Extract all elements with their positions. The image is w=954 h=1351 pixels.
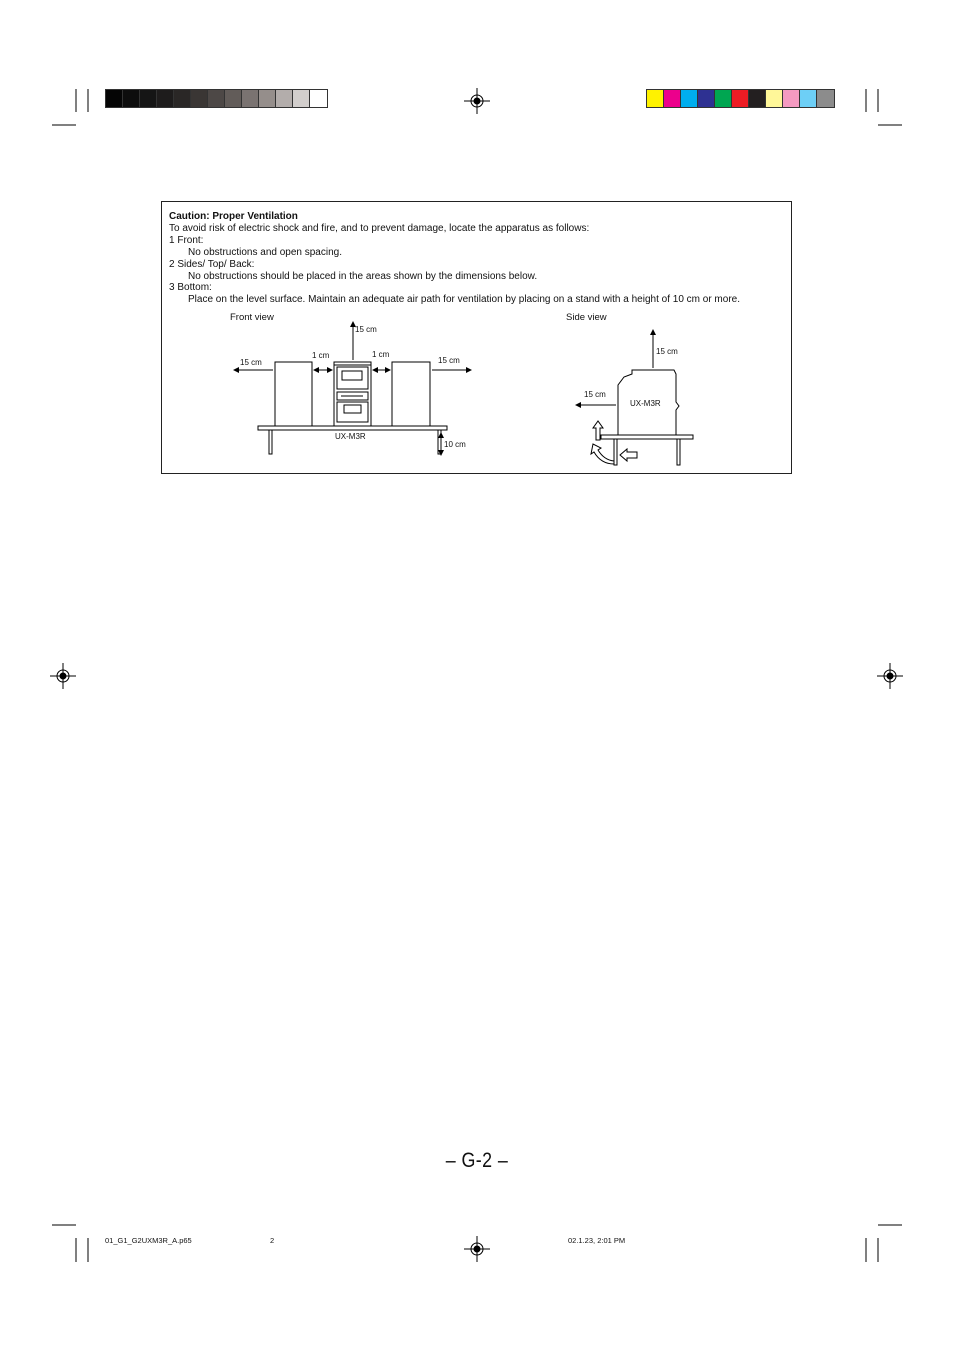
front-top-dim: 15 cm <box>355 325 377 334</box>
item-bottom-heading: 3 Bottom: <box>169 282 212 294</box>
front-right-gap-dim: 1 cm <box>372 350 390 359</box>
color-swatch-5 <box>715 90 732 107</box>
side-view-label: Side view <box>566 312 607 323</box>
color-swatch-3 <box>681 90 698 107</box>
footer-timestamp: 02.1.23, 2:01 PM <box>568 1236 626 1245</box>
footer-file-name: 01_G1_G2UXM3R_A.p65 <box>105 1236 192 1245</box>
ventilation-diagram <box>162 202 793 475</box>
side-top-dim: 15 cm <box>656 347 678 356</box>
side-back-dim: 15 cm <box>584 390 606 399</box>
registration-target-right <box>877 663 903 689</box>
airflow-left-arrow <box>620 449 637 461</box>
gray-swatch-11 <box>276 90 293 107</box>
color-swatch-4 <box>698 90 715 107</box>
front-right-dim: 15 cm <box>438 356 460 365</box>
gray-swatch-13 <box>310 90 327 107</box>
front-stand-leg-left <box>269 430 272 454</box>
registration-target-top <box>464 88 490 114</box>
registration-target-bottom <box>464 1236 490 1262</box>
color-swatch-7 <box>749 90 766 107</box>
grayscale-calibration-bar <box>105 89 328 108</box>
caution-intro: To avoid risk of electric shock and fire, and to prevent damage, locate the apparatus as follows: <box>169 222 590 234</box>
front-model-label: UX-M3R <box>335 432 366 441</box>
color-swatch-11 <box>817 90 834 107</box>
front-bottom-dim: 10 cm <box>444 440 466 449</box>
gray-swatch-10 <box>259 90 276 107</box>
front-left-gap-dim: 1 cm <box>312 351 330 360</box>
gray-swatch-7 <box>208 90 225 107</box>
side-stand-leg-right <box>677 439 680 465</box>
color-swatch-6 <box>732 90 749 107</box>
front-left-dim: 15 cm <box>240 358 262 367</box>
color-swatch-2 <box>664 90 681 107</box>
color-swatch-10 <box>800 90 817 107</box>
side-stand-top <box>601 435 693 439</box>
color-swatch-1 <box>647 90 664 107</box>
page-number: – G-2 – <box>445 1149 509 1172</box>
gray-swatch-8 <box>225 90 242 107</box>
caution-title: Caution: Proper Ventilation <box>169 211 298 222</box>
gray-swatch-3 <box>140 90 157 107</box>
side-model-label: UX-M3R <box>630 399 661 408</box>
gray-swatch-4 <box>157 90 174 107</box>
gray-swatch-9 <box>242 90 259 107</box>
gray-swatch-12 <box>293 90 310 107</box>
color-calibration-bar <box>646 89 835 108</box>
item-bottom-detail: Place on the level surface. Maintain an adequate air path for ventilation by placing on a stand with a height of 10 cm or more. <box>188 294 740 306</box>
front-speaker-left <box>275 362 312 426</box>
color-swatch-8 <box>766 90 783 107</box>
gray-swatch-5 <box>174 90 191 107</box>
item-front-detail: No obstructions and open spacing. <box>188 246 342 258</box>
caution-ventilation-box <box>161 201 792 474</box>
gray-swatch-1 <box>106 90 123 107</box>
registration-target-left <box>50 663 76 689</box>
color-swatch-9 <box>783 90 800 107</box>
front-view-label: Front view <box>230 312 274 323</box>
footer-page: 2 <box>270 1236 275 1245</box>
item-front-heading: 1 Front: <box>169 234 204 246</box>
front-stand-top <box>258 426 447 430</box>
front-main-unit <box>334 362 371 426</box>
front-speaker-right <box>392 362 430 426</box>
airflow-curve-arrow <box>591 444 614 464</box>
item-sides-heading: 2 Sides/ Top/ Back: <box>169 258 255 270</box>
gray-swatch-2 <box>123 90 140 107</box>
item-sides-detail: No obstructions should be placed in the areas shown by the dimensions below. <box>188 270 538 282</box>
gray-swatch-6 <box>191 90 208 107</box>
